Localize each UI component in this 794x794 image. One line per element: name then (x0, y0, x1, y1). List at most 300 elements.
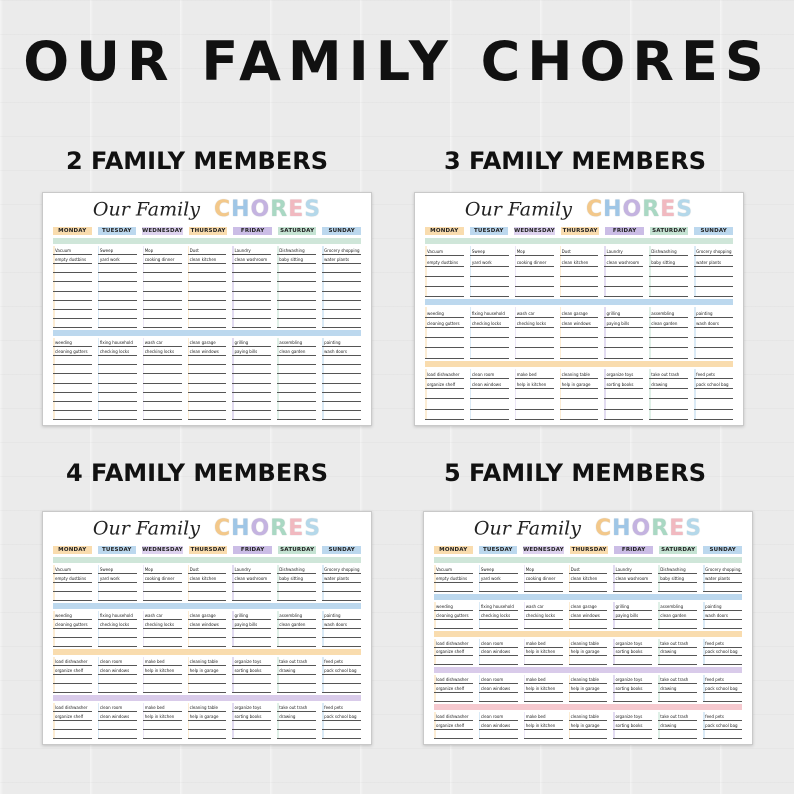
chore-line[interactable] (188, 675, 227, 684)
chore-line[interactable] (470, 379, 509, 389)
chore-line[interactable] (613, 730, 652, 739)
chore-line[interactable] (232, 675, 271, 684)
chore-line[interactable] (53, 374, 92, 383)
chore-line[interactable] (277, 629, 316, 638)
chore-line[interactable] (694, 410, 733, 420)
chore-line[interactable] (434, 574, 473, 583)
chore-line[interactable] (524, 574, 563, 583)
chore-line[interactable] (232, 319, 271, 328)
chore-line[interactable] (98, 365, 137, 374)
chore-line[interactable] (143, 638, 182, 647)
chore-line[interactable] (188, 384, 227, 393)
chore-line[interactable] (604, 399, 643, 409)
chore-line[interactable] (470, 246, 509, 256)
chore-line[interactable] (470, 267, 509, 277)
chore-line[interactable] (53, 347, 92, 356)
chore-line[interactable] (232, 264, 271, 273)
chore-line[interactable] (658, 730, 697, 739)
chore-line[interactable] (53, 384, 92, 393)
chore-line[interactable] (658, 648, 697, 657)
chore-line[interactable] (569, 583, 608, 592)
chore-line[interactable] (613, 675, 652, 684)
chore-line[interactable] (425, 277, 464, 287)
chore-line[interactable] (604, 307, 643, 317)
chore-line[interactable] (277, 565, 316, 574)
chore-line[interactable] (143, 273, 182, 282)
chore-line[interactable] (479, 574, 518, 583)
chore-line[interactable] (322, 384, 361, 393)
chore-line[interactable] (649, 338, 688, 348)
chore-line[interactable] (143, 675, 182, 684)
chore-line[interactable] (515, 318, 554, 328)
chore-line[interactable] (232, 583, 271, 592)
chore-line[interactable] (560, 348, 599, 358)
chore-line[interactable] (143, 730, 182, 739)
chore-line[interactable] (53, 393, 92, 402)
chore-line[interactable] (143, 347, 182, 356)
chore-line[interactable] (703, 583, 742, 592)
chore-line[interactable] (188, 301, 227, 310)
chore-line[interactable] (479, 565, 518, 574)
chore-line[interactable] (703, 712, 742, 721)
chore-line[interactable] (143, 365, 182, 374)
chore-line[interactable] (188, 264, 227, 273)
chore-line[interactable] (188, 338, 227, 347)
chore-line[interactable] (524, 684, 563, 693)
chore-line[interactable] (569, 620, 608, 629)
chore-line[interactable] (143, 310, 182, 319)
chore-line[interactable] (694, 338, 733, 348)
chore-line[interactable] (98, 411, 137, 420)
chore-line[interactable] (232, 666, 271, 675)
chore-line[interactable] (479, 675, 518, 684)
chore-line[interactable] (232, 255, 271, 264)
chore-line[interactable] (569, 648, 608, 657)
chore-line[interactable] (658, 611, 697, 620)
chore-line[interactable] (569, 602, 608, 611)
chore-line[interactable] (143, 255, 182, 264)
chore-line[interactable] (277, 301, 316, 310)
chore-line[interactable] (143, 338, 182, 347)
chore-line[interactable] (232, 301, 271, 310)
chore-line[interactable] (470, 256, 509, 266)
chore-line[interactable] (232, 565, 271, 574)
chore-line[interactable] (649, 256, 688, 266)
chore-line[interactable] (277, 730, 316, 739)
chore-line[interactable] (188, 282, 227, 291)
chore-line[interactable] (434, 648, 473, 657)
chore-line[interactable] (277, 292, 316, 301)
chore-line[interactable] (277, 356, 316, 365)
chore-line[interactable] (515, 307, 554, 317)
chore-line[interactable] (649, 277, 688, 287)
chore-line[interactable] (277, 411, 316, 420)
chore-line[interactable] (694, 348, 733, 358)
chore-line[interactable] (53, 292, 92, 301)
chore-line[interactable] (524, 721, 563, 730)
chore-line[interactable] (569, 611, 608, 620)
chore-line[interactable] (232, 347, 271, 356)
chore-line[interactable] (515, 287, 554, 297)
chore-line[interactable] (277, 684, 316, 693)
chore-line[interactable] (188, 347, 227, 356)
chore-line[interactable] (53, 565, 92, 574)
chore-line[interactable] (470, 307, 509, 317)
chore-line[interactable] (143, 319, 182, 328)
chore-line[interactable] (53, 629, 92, 638)
chore-line[interactable] (322, 684, 361, 693)
chore-line[interactable] (322, 411, 361, 420)
chore-line[interactable] (188, 730, 227, 739)
chore-line[interactable] (98, 301, 137, 310)
chore-line[interactable] (470, 399, 509, 409)
chore-line[interactable] (232, 629, 271, 638)
chore-line[interactable] (277, 574, 316, 583)
chore-line[interactable] (322, 310, 361, 319)
chore-line[interactable] (479, 656, 518, 665)
chore-line[interactable] (479, 648, 518, 657)
chore-line[interactable] (322, 255, 361, 264)
chore-line[interactable] (277, 583, 316, 592)
chore-line[interactable] (524, 620, 563, 629)
chore-line[interactable] (694, 267, 733, 277)
chore-line[interactable] (694, 307, 733, 317)
chore-line[interactable] (524, 656, 563, 665)
chore-line[interactable] (98, 264, 137, 273)
chore-line[interactable] (649, 307, 688, 317)
chore-line[interactable] (322, 611, 361, 620)
chore-line[interactable] (322, 675, 361, 684)
chore-line[interactable] (143, 703, 182, 712)
chore-line[interactable] (322, 292, 361, 301)
chore-line[interactable] (658, 675, 697, 684)
chore-line[interactable] (694, 246, 733, 256)
chore-line[interactable] (470, 338, 509, 348)
chore-line[interactable] (703, 730, 742, 739)
chore-line[interactable] (277, 712, 316, 721)
chore-line[interactable] (479, 602, 518, 611)
chore-line[interactable] (143, 712, 182, 721)
chore-line[interactable] (232, 374, 271, 383)
chore-line[interactable] (98, 730, 137, 739)
chore-line[interactable] (470, 287, 509, 297)
chore-line[interactable] (98, 703, 137, 712)
chore-line[interactable] (604, 328, 643, 338)
chore-line[interactable] (470, 328, 509, 338)
chore-line[interactable] (98, 347, 137, 356)
chore-line[interactable] (277, 347, 316, 356)
chore-line[interactable] (694, 379, 733, 389)
chore-line[interactable] (188, 393, 227, 402)
chore-line[interactable] (649, 399, 688, 409)
chore-line[interactable] (434, 639, 473, 648)
chore-line[interactable] (232, 592, 271, 601)
chore-line[interactable] (425, 318, 464, 328)
chore-line[interactable] (604, 246, 643, 256)
chore-line[interactable] (425, 389, 464, 399)
chore-line[interactable] (277, 620, 316, 629)
chore-line[interactable] (232, 574, 271, 583)
chore-line[interactable] (277, 374, 316, 383)
chore-line[interactable] (560, 389, 599, 399)
chore-line[interactable] (232, 356, 271, 365)
chore-line[interactable] (322, 629, 361, 638)
chore-line[interactable] (560, 307, 599, 317)
chore-line[interactable] (232, 393, 271, 402)
chore-line[interactable] (425, 369, 464, 379)
chore-line[interactable] (188, 638, 227, 647)
chore-line[interactable] (53, 255, 92, 264)
chore-line[interactable] (658, 684, 697, 693)
chore-line[interactable] (658, 693, 697, 702)
chore-line[interactable] (613, 721, 652, 730)
chore-line[interactable] (569, 693, 608, 702)
chore-line[interactable] (98, 592, 137, 601)
chore-line[interactable] (232, 402, 271, 411)
chore-line[interactable] (649, 410, 688, 420)
chore-line[interactable] (143, 657, 182, 666)
chore-line[interactable] (479, 721, 518, 730)
chore-line[interactable] (649, 369, 688, 379)
chore-line[interactable] (98, 574, 137, 583)
chore-line[interactable] (703, 639, 742, 648)
chore-line[interactable] (703, 675, 742, 684)
chore-line[interactable] (515, 338, 554, 348)
chore-line[interactable] (524, 693, 563, 702)
chore-line[interactable] (53, 574, 92, 583)
chore-line[interactable] (188, 666, 227, 675)
chore-line[interactable] (98, 666, 137, 675)
chore-line[interactable] (425, 267, 464, 277)
chore-line[interactable] (649, 267, 688, 277)
chore-line[interactable] (322, 402, 361, 411)
chore-line[interactable] (277, 402, 316, 411)
chore-line[interactable] (322, 393, 361, 402)
chore-line[interactable] (143, 583, 182, 592)
chore-line[interactable] (143, 411, 182, 420)
chore-line[interactable] (232, 384, 271, 393)
chore-line[interactable] (604, 318, 643, 328)
chore-line[interactable] (322, 273, 361, 282)
chore-line[interactable] (515, 246, 554, 256)
chore-line[interactable] (694, 318, 733, 328)
chore-line[interactable] (322, 565, 361, 574)
chore-line[interactable] (322, 246, 361, 255)
chore-line[interactable] (188, 273, 227, 282)
chore-line[interactable] (188, 611, 227, 620)
chore-line[interactable] (524, 648, 563, 657)
chore-line[interactable] (53, 365, 92, 374)
chore-line[interactable] (322, 592, 361, 601)
chore-line[interactable] (425, 379, 464, 389)
chore-line[interactable] (479, 639, 518, 648)
chore-line[interactable] (322, 365, 361, 374)
chore-line[interactable] (613, 620, 652, 629)
chore-line[interactable] (479, 620, 518, 629)
chore-line[interactable] (188, 246, 227, 255)
chore-line[interactable] (569, 730, 608, 739)
chore-line[interactable] (694, 399, 733, 409)
chore-line[interactable] (277, 338, 316, 347)
chore-line[interactable] (98, 675, 137, 684)
chore-line[interactable] (98, 338, 137, 347)
chore-line[interactable] (703, 611, 742, 620)
chore-line[interactable] (515, 410, 554, 420)
chore-line[interactable] (524, 712, 563, 721)
chore-line[interactable] (560, 277, 599, 287)
chore-line[interactable] (98, 657, 137, 666)
chore-line[interactable] (569, 675, 608, 684)
chore-line[interactable] (277, 721, 316, 730)
chore-line[interactable] (604, 379, 643, 389)
chore-line[interactable] (53, 712, 92, 721)
chore-line[interactable] (425, 348, 464, 358)
chore-line[interactable] (703, 693, 742, 702)
chore-line[interactable] (322, 374, 361, 383)
chore-line[interactable] (470, 389, 509, 399)
chore-line[interactable] (703, 656, 742, 665)
chore-line[interactable] (694, 287, 733, 297)
chore-line[interactable] (143, 611, 182, 620)
chore-line[interactable] (98, 246, 137, 255)
chore-line[interactable] (694, 389, 733, 399)
chore-line[interactable] (188, 255, 227, 264)
chore-line[interactable] (98, 611, 137, 620)
chore-line[interactable] (604, 348, 643, 358)
chore-line[interactable] (613, 611, 652, 620)
chore-line[interactable] (322, 721, 361, 730)
chore-line[interactable] (434, 712, 473, 721)
chore-line[interactable] (143, 384, 182, 393)
chore-line[interactable] (560, 328, 599, 338)
chore-line[interactable] (98, 292, 137, 301)
chore-line[interactable] (479, 693, 518, 702)
chore-line[interactable] (53, 675, 92, 684)
chore-line[interactable] (188, 721, 227, 730)
chore-line[interactable] (322, 319, 361, 328)
chore-line[interactable] (98, 255, 137, 264)
chore-line[interactable] (560, 379, 599, 389)
chore-line[interactable] (560, 318, 599, 328)
chore-line[interactable] (515, 399, 554, 409)
chore-line[interactable] (53, 657, 92, 666)
chore-line[interactable] (569, 639, 608, 648)
chore-line[interactable] (434, 583, 473, 592)
chore-line[interactable] (53, 666, 92, 675)
chore-line[interactable] (434, 656, 473, 665)
chore-line[interactable] (658, 712, 697, 721)
chore-line[interactable] (53, 282, 92, 291)
chore-line[interactable] (188, 574, 227, 583)
chore-line[interactable] (188, 712, 227, 721)
chore-line[interactable] (232, 338, 271, 347)
chore-line[interactable] (98, 565, 137, 574)
chore-line[interactable] (188, 310, 227, 319)
chore-line[interactable] (232, 246, 271, 255)
chore-line[interactable] (277, 675, 316, 684)
chore-line[interactable] (479, 730, 518, 739)
chore-line[interactable] (188, 620, 227, 629)
chore-line[interactable] (232, 684, 271, 693)
chore-line[interactable] (277, 666, 316, 675)
chore-line[interactable] (98, 684, 137, 693)
chore-line[interactable] (322, 574, 361, 583)
chore-line[interactable] (560, 399, 599, 409)
chore-line[interactable] (649, 246, 688, 256)
chore-line[interactable] (694, 328, 733, 338)
chore-line[interactable] (277, 384, 316, 393)
chore-line[interactable] (143, 721, 182, 730)
chore-line[interactable] (604, 287, 643, 297)
chore-line[interactable] (98, 620, 137, 629)
chore-line[interactable] (434, 602, 473, 611)
chore-line[interactable] (322, 282, 361, 291)
chore-line[interactable] (515, 328, 554, 338)
chore-line[interactable] (277, 365, 316, 374)
chore-line[interactable] (322, 730, 361, 739)
chore-line[interactable] (232, 620, 271, 629)
chore-line[interactable] (658, 639, 697, 648)
chore-line[interactable] (434, 730, 473, 739)
chore-line[interactable] (98, 282, 137, 291)
chore-line[interactable] (188, 565, 227, 574)
chore-line[interactable] (425, 410, 464, 420)
chore-line[interactable] (434, 721, 473, 730)
chore-line[interactable] (98, 310, 137, 319)
chore-line[interactable] (425, 256, 464, 266)
chore-line[interactable] (143, 402, 182, 411)
chore-line[interactable] (143, 629, 182, 638)
chore-line[interactable] (53, 620, 92, 629)
chore-line[interactable] (703, 721, 742, 730)
chore-line[interactable] (470, 318, 509, 328)
chore-line[interactable] (98, 638, 137, 647)
chore-line[interactable] (425, 287, 464, 297)
chore-line[interactable] (560, 369, 599, 379)
chore-line[interactable] (560, 256, 599, 266)
chore-line[interactable] (188, 292, 227, 301)
chore-line[interactable] (613, 583, 652, 592)
chore-line[interactable] (613, 639, 652, 648)
chore-line[interactable] (658, 656, 697, 665)
chore-line[interactable] (143, 282, 182, 291)
chore-line[interactable] (143, 264, 182, 273)
chore-line[interactable] (322, 620, 361, 629)
chore-line[interactable] (143, 374, 182, 383)
chore-line[interactable] (560, 410, 599, 420)
chore-line[interactable] (604, 267, 643, 277)
chore-line[interactable] (143, 301, 182, 310)
chore-line[interactable] (232, 365, 271, 374)
chore-line[interactable] (98, 374, 137, 383)
chore-line[interactable] (470, 369, 509, 379)
chore-line[interactable] (143, 666, 182, 675)
chore-line[interactable] (613, 574, 652, 583)
chore-line[interactable] (143, 565, 182, 574)
chore-line[interactable] (53, 583, 92, 592)
chore-line[interactable] (143, 684, 182, 693)
chore-line[interactable] (649, 328, 688, 338)
chore-line[interactable] (143, 574, 182, 583)
chore-line[interactable] (277, 264, 316, 273)
chore-line[interactable] (560, 267, 599, 277)
chore-line[interactable] (143, 292, 182, 301)
chore-line[interactable] (479, 712, 518, 721)
chore-line[interactable] (188, 592, 227, 601)
chore-line[interactable] (560, 287, 599, 297)
chore-line[interactable] (658, 574, 697, 583)
chore-line[interactable] (53, 592, 92, 601)
